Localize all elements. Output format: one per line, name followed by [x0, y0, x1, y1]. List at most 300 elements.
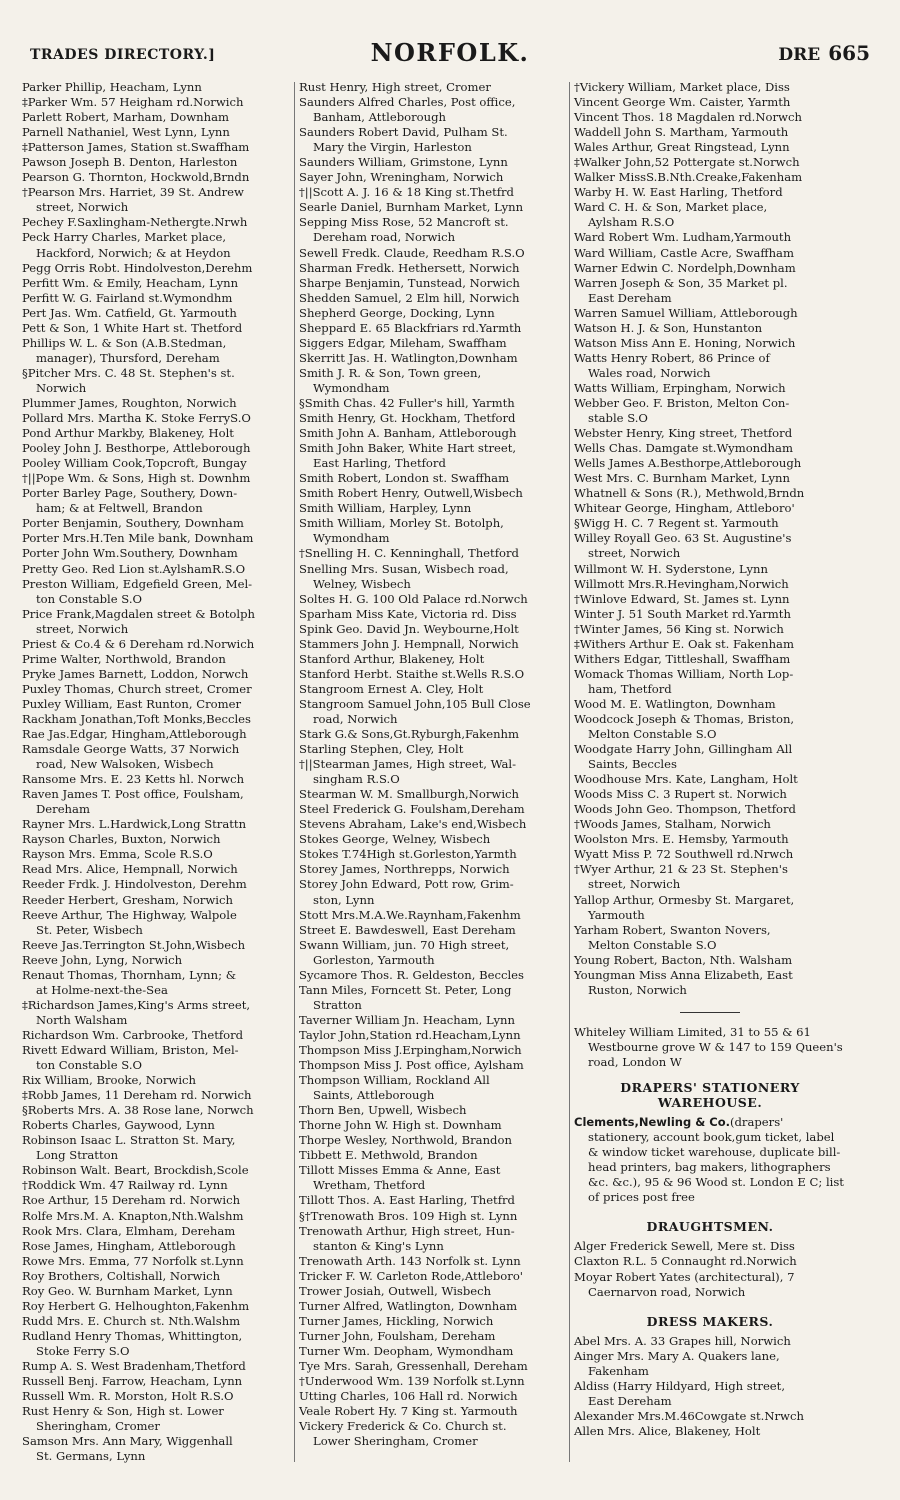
entry-line: §Smith Chas. 42 Fuller's hill, Yarmth: [299, 395, 515, 410]
entry-line: Starling Stephen, Cley, Holt: [299, 742, 464, 757]
directory-entry: [299, 1133, 571, 1148]
entry-continuation: Yarmouth: [588, 907, 645, 922]
directory-entry: [22, 1299, 294, 1314]
entry-line: Stanford Arthur, Blakeney, Holt: [299, 651, 485, 666]
directory-entry: [574, 110, 846, 125]
entry-line: Youngman Miss Anna Elizabeth, East: [574, 967, 793, 982]
directory-entry: [299, 276, 571, 291]
directory-entry: [574, 697, 846, 712]
directory-entry: [22, 1088, 294, 1103]
entry-line: Ward Robert Wm. Ludham,Yarmouth: [574, 230, 792, 245]
directory-entry: [22, 1193, 294, 1208]
entry-line: Roy Herbert G. Helhoughton,Fakenhm: [22, 1298, 250, 1313]
directory-entry: [299, 306, 571, 321]
entry-continuation: Wretham, Thetford: [313, 1178, 426, 1193]
entry-line: Storey John Edward, Pott row, Grim-: [299, 877, 514, 892]
directory-entry: [299, 637, 571, 652]
entry-continuation: at Holme-next-the-Sea: [36, 982, 168, 997]
entry-line: Tye Mrs. Sarah, Gressenhall, Dereham: [299, 1358, 528, 1373]
directory-entry: [22, 938, 294, 953]
entry-line: Plummer James, Roughton, Norwich: [22, 395, 237, 410]
directory-entry: [299, 396, 571, 411]
entry-continuation: East Dereham: [588, 1393, 672, 1408]
directory-entry: [299, 1299, 571, 1314]
directory-entry: [299, 923, 571, 938]
entry-line: Trower Josiah, Outwell, Wisbech: [299, 1283, 492, 1298]
entry-line: §†Trenowath Bros. 109 High st. Lynn: [299, 1208, 518, 1223]
entry-line: Smith John A. Banham, Attleborough: [299, 426, 517, 441]
directory-entry: [22, 727, 294, 742]
directory-entry: [22, 411, 294, 426]
entry-line: Smith Robert, London st. Swaffham: [299, 471, 510, 486]
directory-entry: [299, 215, 571, 245]
entry-line: Pollard Mrs. Martha K. Stoke FerryS.O: [22, 411, 251, 426]
entry-continuation: Melton Constable S.O: [588, 937, 717, 952]
entry-continuation: Sheringham, Cromer: [36, 1419, 160, 1434]
entry-continuation: Melton Constable S.O: [588, 727, 717, 742]
entry-line: Womack Thomas William, North Lop-: [574, 666, 794, 681]
entry-line: Utting Charles, 106 Hall rd. Norwich: [299, 1389, 518, 1404]
entry-line: Russell Benj. Farrow, Heacham, Lynn: [22, 1374, 243, 1389]
directory-entry: [299, 1404, 571, 1419]
entry-line: Prime Walter, Northwold, Brandon: [22, 651, 226, 666]
directory-entry: [574, 80, 846, 95]
directory-entry: [22, 712, 294, 727]
directory-entry: [22, 1103, 294, 1118]
directory-entry: [22, 276, 294, 291]
section-heading-stationery: DRAPERS' STATIONERY: [620, 1080, 800, 1095]
directory-entry: [22, 155, 294, 170]
directory-entry: [22, 306, 294, 321]
entry-continuation: Hackford, Norwich; & at Heydon: [36, 245, 231, 260]
directory-entry: [299, 1314, 571, 1329]
entry-continuation: Fakenham: [588, 1363, 649, 1378]
entry-line: Woodcock Joseph & Thomas, Briston,: [574, 711, 795, 726]
entry-line: Stokes T.74High st.Gorleston,Yarmth: [299, 847, 517, 862]
directory-entry: [22, 577, 294, 607]
entry-line: Price Frank,Magdalen street & Botolph: [22, 606, 255, 621]
entry-line: Searle Daniel, Burnham Market, Lynn: [299, 200, 524, 215]
entry-line: Turner John, Foulsham, Dereham: [299, 1328, 496, 1343]
entry-line: †||Scott A. J. 16 & 18 King st.Thetfrd: [299, 185, 514, 200]
entry-line: Woolston Mrs. E. Hemsby, Yarmouth: [574, 832, 789, 847]
entry-line: †Vickery William, Market place, Diss: [574, 80, 790, 94]
directory-entry: [574, 321, 846, 336]
entry-line: Stammers John J. Hempnall, Norwich: [299, 636, 519, 651]
entry-line: Rix William, Brooke, Norwich: [22, 1073, 197, 1088]
entry-line: Stangroom Ernest A. Cley, Holt: [299, 681, 484, 696]
entry-line: Rust Henry, High street, Cromer: [299, 80, 491, 94]
entry-line: Rayson Mrs. Emma, Scole R.S.O: [22, 847, 213, 862]
entry-continuation: ston, Lynn: [313, 892, 375, 907]
entry-line: Saunders Robert David, Pulham St.: [299, 125, 508, 140]
entry-line: ‡Robb James, 11 Dereham rd. Norwich: [22, 1088, 252, 1103]
entry-continuation: manager), Thursford, Dereham: [36, 350, 220, 365]
directory-entry: [22, 787, 294, 817]
directory-entry: [22, 170, 294, 185]
directory-entry: [574, 516, 846, 531]
directory-entry: [22, 456, 294, 471]
entry-line: Parker Phillip, Heacham, Lynn: [22, 80, 202, 94]
entry-line: Shedden Samuel, 2 Elm hill, Norwich: [299, 290, 520, 305]
entry-line: Taylor John,Station rd.Heacham,Lynn: [299, 1027, 521, 1042]
directory-entry: [574, 441, 846, 456]
entry-line: Swann William, jun. 70 High street,: [299, 937, 510, 952]
entry-line: Peck Harry Charles, Market place,: [22, 230, 227, 245]
entry-line: Thompson Miss J. Post office, Aylsham: [299, 1058, 524, 1073]
entry-line: Smith Henry, Gt. Hockham, Thetford: [299, 411, 516, 426]
entry-line: Rust Henry & Son, High st. Lower: [22, 1404, 224, 1419]
directory-entry: [299, 697, 571, 727]
entry-line: Rose James, Hingham, Attleborough: [22, 1238, 236, 1253]
entry-line: Rump A. S. West Bradenham,Thetford: [22, 1358, 246, 1373]
entry-line: Warner Edwin C. Nordelph,Downham: [574, 260, 796, 275]
entry-line: Robinson Walt. Beart, Brockdish,Scole: [22, 1163, 249, 1178]
directory-entry: [22, 652, 294, 667]
directory-entry: [299, 155, 571, 170]
entry-line: Ramsdale George Watts, 37 Norwich: [22, 742, 240, 757]
entry-line: Vincent Thos. 18 Magdalen rd.Norwch: [574, 110, 802, 125]
directory-entry: [299, 1103, 571, 1118]
directory-entry: [574, 592, 846, 607]
directory-entry: [22, 1118, 294, 1133]
entry-continuation: Gorleston, Yarmouth: [313, 952, 435, 967]
directory-entry: [299, 983, 571, 1013]
directory-entry: [574, 230, 846, 245]
entry-line: Yarham Robert, Swanton Novers,: [574, 922, 771, 937]
entry-line: Smith John Baker, White Hart street,: [299, 441, 517, 456]
column-rule: [294, 82, 295, 1462]
directory-entry: [22, 396, 294, 411]
directory-entry: [574, 246, 846, 261]
directory-entry: [299, 968, 571, 983]
entry-continuation: St. Peter, Wisbech: [36, 922, 143, 937]
directory-entry: [22, 1329, 294, 1359]
entry-line: Trenowath Arthur, High street, Hun-: [299, 1223, 515, 1238]
directory-entry: [22, 968, 294, 998]
directory-entry: [574, 1254, 846, 1269]
directory-entry: [22, 998, 294, 1028]
directory-entry: [22, 637, 294, 652]
directory-entry: [574, 185, 846, 200]
directory-entry: [574, 712, 846, 742]
directory-entry: [574, 637, 846, 652]
entry-continuation: Norwich: [36, 380, 87, 395]
entry-line: Tillott Misses Emma & Anne, East: [299, 1163, 501, 1178]
entry-line: Parlett Robert, Marham, Downham: [22, 110, 229, 125]
entry-line: Tann Miles, Forncett St. Peter, Long: [299, 982, 512, 997]
entry-line: †Roddick Wm. 47 Railway rd. Lynn: [22, 1178, 228, 1193]
column-left: [22, 80, 294, 1464]
entry-continuation: Ruston, Norwich: [588, 982, 687, 997]
directory-entry: [574, 1270, 846, 1300]
entry-line: Ransome Mrs. E. 23 Ketts hl. Norwch: [22, 772, 245, 787]
directory-entry: [22, 832, 294, 847]
directory-entry: [574, 306, 846, 321]
entry-line: ‡Parker Wm. 57 Heigham rd.Norwich: [22, 95, 244, 110]
entry-line: Spink Geo. David Jn. Weybourne,Holt: [299, 621, 519, 636]
entry-line: Turner Alfred, Watlington, Downham: [299, 1298, 518, 1313]
entry-line: ‡Withers Arthur E. Oak st. Fakenham: [574, 636, 794, 651]
entry-line: Stanford Herbt. Staithe st.Wells R.S.O: [299, 666, 525, 681]
entry-continuation: street, Norwich: [588, 877, 681, 892]
entry-line: Woods Miss C. 3 Rupert st. Norwich: [574, 787, 787, 802]
directory-entry: [299, 426, 571, 441]
directory-entry: [22, 230, 294, 260]
entry-line: Webber Geo. F. Briston, Melton Con-: [574, 395, 790, 410]
directory-entry: [574, 95, 846, 110]
directory-entry: [22, 1404, 294, 1434]
directory-entry: [299, 1389, 571, 1404]
directory-entry: [22, 1359, 294, 1374]
entry-line: §Wigg H. C. 7 Regent st. Yarmouth: [574, 516, 779, 531]
directory-entry: [299, 1374, 571, 1389]
entry-continuation: stanton & King's Lynn: [313, 1238, 444, 1253]
entry-line: Veale Robert Hy. 7 King st. Yarmouth: [299, 1404, 518, 1419]
directory-entry: [22, 667, 294, 682]
directory-entry: [574, 170, 846, 185]
entry-continuation: street, Norwich: [36, 621, 129, 636]
directory-entry: [574, 832, 846, 847]
directory-entry: [22, 742, 294, 772]
entry-line: †Winlove Edward, St. James st. Lynn: [574, 591, 790, 606]
entry-line: Trenowath Arth. 143 Norfolk st. Lynn: [299, 1253, 521, 1268]
directory-entry: [574, 742, 846, 772]
entry-line: Rae Jas.Edgar, Hingham,Attleborough: [22, 727, 247, 742]
entry-continuation: East Dereham: [588, 290, 672, 305]
directory-entry: [299, 1073, 571, 1103]
entry-line: Steel Frederick G. Foulsham,Dereham: [299, 802, 525, 817]
directory-entry: [22, 110, 294, 125]
entry-line: Watts Henry Robert, 86 Prince of: [574, 350, 770, 365]
entry-line: Sparham Miss Kate, Victoria rd. Diss: [299, 606, 517, 621]
entry-line: Willmott Mrs.R.Hevingham,Norwich: [574, 576, 789, 591]
entry-line: Samson Mrs. Ann Mary, Wiggenhall: [22, 1434, 233, 1449]
entry-line: Soltes H. G. 100 Old Palace rd.Norwch: [299, 591, 528, 606]
directory-entry: [574, 486, 846, 501]
directory-entry: [299, 471, 571, 486]
entry-continuation: street, Norwich: [36, 200, 129, 215]
directory-entry: [22, 140, 294, 155]
directory-entry: [574, 381, 846, 396]
entry-line: Allen Mrs. Alice, Blakeney, Holt: [574, 1423, 761, 1438]
entry-line: Pooley William Cook,Topcroft, Bungay: [22, 456, 247, 471]
entry-continuation: road, Norwich: [313, 711, 398, 726]
entry-line: Pett & Son, 1 White Hart st. Thetford: [22, 320, 243, 335]
directory-entry: [22, 1224, 294, 1239]
entry-line: Watson H. J. & Son, Hunstanton: [574, 320, 763, 335]
section-heading-warehouse: WAREHOUSE.: [657, 1095, 763, 1111]
entry-line: Smith William, Harpley, Lynn: [299, 501, 472, 516]
directory-entry: [299, 1043, 571, 1058]
directory-entry: [299, 832, 571, 847]
entry-line: Warren Joseph & Son, 35 Market pl.: [574, 275, 788, 290]
directory-entry: [574, 1424, 846, 1439]
entry-line: Sharpe Benjamin, Tunstead, Norwich: [299, 275, 520, 290]
entry-continuation: Welney, Wisbech: [313, 576, 411, 591]
directory-entry: [22, 261, 294, 276]
entry-line: Willey Royall Geo. 63 St. Augustine's: [574, 531, 792, 546]
entry-line: †||Stearman James, High street, Wal-: [299, 757, 517, 772]
entry-line: Turner Wm. Deopham, Wymondham: [299, 1343, 514, 1358]
stationery-advert: [574, 1115, 846, 1205]
entry-line: Yallop Arthur, Ormesby St. Margaret,: [574, 892, 795, 907]
directory-entry: [22, 893, 294, 908]
directory-entry: [22, 1028, 294, 1043]
entry-line: Rivett Edward William, Briston, Mel-: [22, 1043, 239, 1057]
entry-continuation: Dereham road, Norwich: [313, 230, 456, 245]
directory-entry: [22, 1389, 294, 1404]
entry-line: Pegg Orris Robt. Hindolveston,Derehm: [22, 260, 253, 275]
entry-line: Stark G.& Sons,Gt.Ryburgh,Fakenhm: [299, 727, 519, 742]
entry-line: Wyatt Miss P. 72 Southwell rd.Nrwch: [574, 847, 794, 862]
entry-continuation: North Walsham: [36, 1012, 128, 1027]
directory-entry: [22, 441, 294, 456]
directory-entry: [299, 1344, 571, 1359]
entry-line: Sycamore Thos. R. Geldeston, Beccles: [299, 967, 524, 982]
section-heading-dress-makers: DRESS MAKERS.: [646, 1313, 774, 1329]
entry-line: Skerritt Jas. H. Watlington,Downham: [299, 350, 518, 365]
directory-entry: [574, 351, 846, 381]
dress-maker-entries: [574, 1334, 846, 1439]
directory-entry: [299, 546, 571, 561]
directory-entry: [574, 1349, 846, 1379]
entry-line: Reeder Frdk. J. Hindolveston, Derehm: [22, 877, 247, 892]
entry-line: Robinson Isaac L. Stratton St. Mary,: [22, 1133, 236, 1148]
directory-entry: [22, 185, 294, 215]
directory-entry: [22, 1133, 294, 1163]
directory-entry: [574, 968, 846, 998]
entry-line: Thompson Miss J.Erpingham,Norwich: [299, 1043, 522, 1057]
entry-continuation: St. Germans, Lynn: [36, 1449, 146, 1464]
directory-entry: [299, 1058, 571, 1073]
entry-continuation: ham, Thetford: [588, 681, 672, 696]
entry-line: Waddell John S. Martham, Yarmouth: [574, 125, 789, 140]
entry-line: Warby H. W. East Harling, Thetford: [574, 185, 783, 200]
entry-line: Roberts Charles, Gaywood, Lynn: [22, 1118, 215, 1133]
directory-entry: [299, 817, 571, 832]
entry-line: †Pearson Mrs. Harriet, 39 St. Andrew: [22, 185, 244, 200]
directory-entry: [299, 802, 571, 817]
directory-entry: [299, 516, 571, 546]
directory-entry: [299, 607, 571, 622]
entry-continuation: Wymondham: [313, 380, 390, 395]
entry-line: Russell Wm. R. Morston, Holt R.S.O: [22, 1389, 234, 1404]
entry-line: ‡Walker John,52 Pottergate st.Norwch: [574, 155, 800, 170]
directory-entry: [22, 426, 294, 441]
entry-line: Raven James T. Post office, Foulsham,: [22, 787, 244, 802]
directory-entry: [299, 351, 571, 366]
entry-line: Siggers Edgar, Mileham, Swaffham: [299, 335, 507, 350]
entry-line: Sharman Fredk. Hethersett, Norwich: [299, 260, 520, 275]
entry-line: Ward C. H. & Son, Market place,: [574, 200, 768, 215]
directory-entry: [299, 486, 571, 501]
entry-line: Pechey F.Saxlingham-Nethergte.Nrwh: [22, 215, 248, 230]
entry-continuation: Long Stratton: [36, 1148, 119, 1163]
entry-line: Renaut Thomas, Thornham, Lynn; &: [22, 967, 237, 982]
entry-line: ‡Richardson James,King's Arms street,: [22, 997, 251, 1012]
entry-line: Smith J. R. & Son, Town green,: [299, 365, 482, 380]
entry-line: Rolfe Mrs.M. A. Knapton,Nth.Walshm: [22, 1208, 244, 1223]
directory-entry: [299, 1118, 571, 1133]
directory-entry: [574, 652, 846, 667]
directory-entry: [299, 742, 571, 757]
directory-entry: [22, 1073, 294, 1088]
directory-entry: [299, 652, 571, 667]
directory-entry: [22, 516, 294, 531]
directory-entry: [299, 1209, 571, 1224]
entry-continuation: Lower Sheringham, Cromer: [313, 1434, 478, 1449]
entry-line: †Snelling H. C. Kenninghall, Thetford: [299, 546, 519, 561]
directory-entry: [299, 246, 571, 261]
entry-line: Perfitt Wm. & Emily, Heacham, Lynn: [22, 275, 239, 290]
directory-entry: [22, 1374, 294, 1389]
directory-entry: [299, 1193, 571, 1208]
directory-entry: [574, 456, 846, 471]
directory-entries-w-y: [574, 80, 846, 998]
entry-line: ‡Patterson James, Station st.Swaffham: [22, 140, 250, 155]
entry-line: Pawson Joseph B. Denton, Harleston: [22, 155, 238, 170]
directory-entry: [22, 95, 294, 110]
directory-entry: [299, 938, 571, 968]
entry-line: Aldiss (Harry Hildyard, High street,: [574, 1378, 786, 1393]
directory-entry: [574, 562, 846, 577]
directory-entry: [574, 787, 846, 802]
entry-line: §Roberts Mrs. A. 38 Rose lane, Norwch: [22, 1103, 254, 1118]
entry-line: Snelling Mrs. Susan, Wisbech road,: [299, 561, 509, 576]
directory-entry: [574, 953, 846, 968]
entry-line: Porter Benjamin, Southery, Downham: [22, 516, 244, 531]
directory-entry: [574, 607, 846, 622]
entry-continuation: Banham, Attleborough: [313, 110, 446, 125]
entry-line: Storey James, Northrepps, Norwich: [299, 862, 510, 877]
directory-entry: [299, 1028, 571, 1043]
entry-line: Porter John Wm.Southery, Downham: [22, 546, 238, 561]
whiteley-entry: Whiteley William Limited, 31 to 55 & 61 Westbourne grove W & 147 to 159 Queen's road, London W: [574, 1024, 843, 1069]
entry-line: Rayson Charles, Buxton, Norwich: [22, 832, 221, 847]
directory-entry: [299, 682, 571, 697]
running-head-right: [778, 41, 870, 65]
directory-entry: [574, 501, 846, 516]
entry-line: Rowe Mrs. Emma, 77 Norfolk st.Lynn: [22, 1253, 244, 1268]
entry-line: Vincent George Wm. Caister, Yarmth: [574, 95, 791, 110]
entry-line: Pert Jas. Wm. Catfield, Gt. Yarmouth: [22, 305, 237, 320]
entry-line: Stangroom Samuel John,105 Bull Close: [299, 696, 531, 711]
draughtsmen-entries: [574, 1239, 846, 1299]
directory-entry: [22, 562, 294, 577]
directory-entry: [299, 336, 571, 351]
entry-line: Tricker F. W. Carleton Rode,Attleboro': [299, 1268, 523, 1283]
directory-entry: [22, 546, 294, 561]
entry-line: Sheppard E. 65 Blackfriars rd.Yarmth: [299, 320, 522, 335]
directory-entry: [22, 1163, 294, 1178]
entry-line: Read Mrs. Alice, Hempnall, Norwich: [22, 862, 238, 877]
directory-entry: [299, 1254, 571, 1269]
directory-entry: [22, 291, 294, 306]
directory-entry: [299, 877, 571, 907]
entry-line: Ward William, Castle Acre, Swaffham: [574, 245, 794, 260]
entry-line: Taverner William Jn. Heacham, Lynn: [299, 1012, 515, 1027]
directory-entry: [299, 908, 571, 923]
directory-entry: [574, 531, 846, 561]
directory-entry: [299, 1013, 571, 1028]
entry-line: Wells Chas. Damgate st.Wymondham: [574, 441, 793, 456]
entry-line: Alexander Mrs.M.46Cowgate st.Nrwch: [574, 1408, 804, 1423]
entry-line: Street E. Bawdeswell, East Dereham: [299, 922, 516, 937]
entry-line: Rudd Mrs. E. Church st. Nth.Walshm: [22, 1313, 241, 1328]
entry-line: †Woods James, Stalham, Norwich: [574, 817, 771, 832]
directory-entry: [574, 125, 846, 140]
